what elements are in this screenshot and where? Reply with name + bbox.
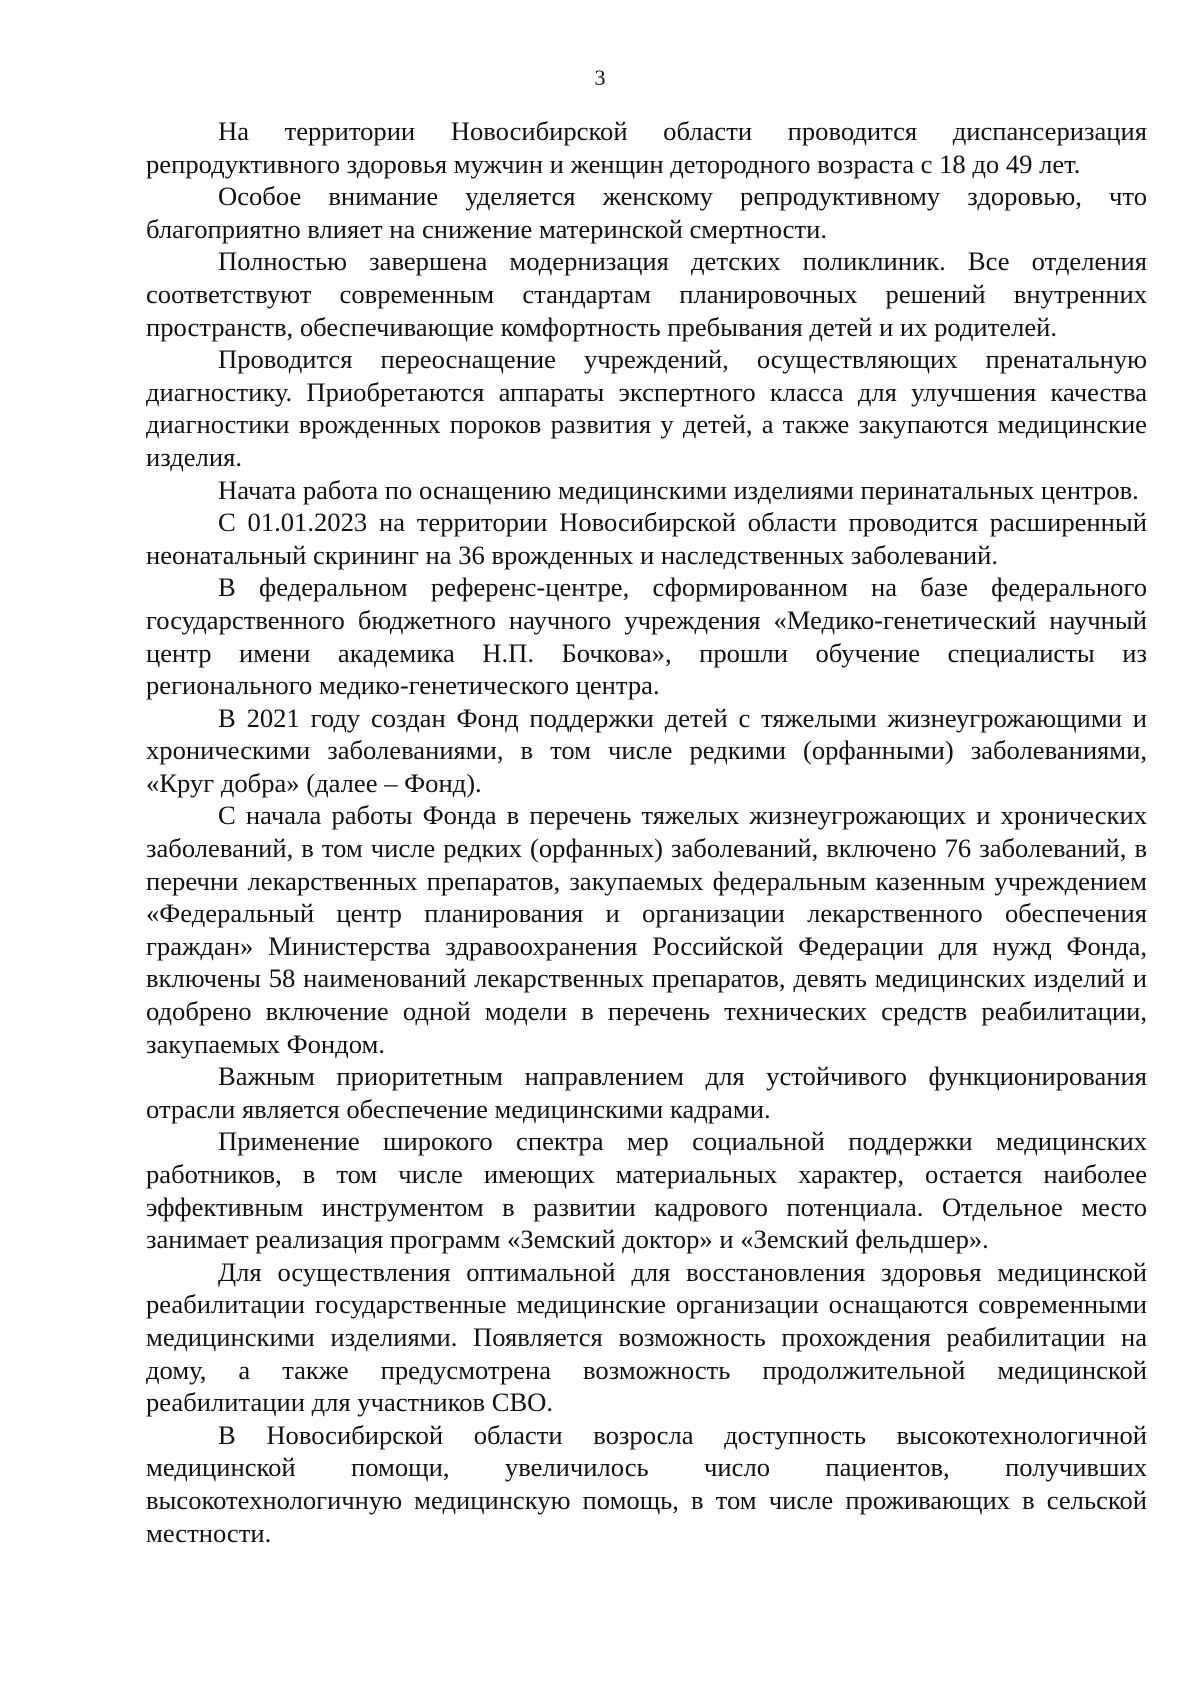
paragraph: В федеральном референс-центре, сформированном на базе федерального государственного бюджетного научного учреждения «Медико-генетический научный центр имени академика Н.П. Бочкова», прошли обучение специалисты из регионального медико-генетического центра. [146, 572, 1147, 701]
paragraph: С 01.01.2023 на территории Новосибирской области проводится расширенный неонатальный скрининг на 36 врожденных и наследственных заболеваний. [146, 507, 1147, 570]
page-number: 3 [594, 65, 606, 90]
paragraph: Важным приоритетным направлением для устойчивого функционирования отрасли является обеспечение медицинскими кадрами. [146, 1061, 1147, 1124]
paragraph: Для осуществления оптимальной для восстановления здоровья медицинской реабилитации государственные медицинские организации оснащаются современными медицинскими изделиями. Появляется возможность прохождения реабилитации на дому, а также предусмотрена возможность продолжительной медицинской реабилитации для участников СВО. [146, 1256, 1147, 1418]
paragraph: Применение широкого спектра мер социальной поддержки медицинских работников, в том числе имеющих материальных характер, остается наиболее эффективным инструментом в развитии кадрового потенциала. Отдельное место занимает реализация программ «Земский доктор» и «Земский фельдшер». [146, 1126, 1147, 1255]
document-body [146, 115, 1147, 1549]
paragraph: Особое внимание уделяется женскому репродуктивному здоровью, что благоприятно влияет на снижение материнской смертности. [146, 181, 1147, 244]
paragraph: Проводится переоснащение учреждений, осуществляющих пренатальную диагностику. Приобретаются аппараты экспертного класса для улучшения качества диагностики врожденных пороков развития у детей, а также закупаются медицинские изделия. [146, 344, 1147, 472]
paragraph: Начата работа по оснащению медицинскими изделиями перинатальных центров. [218, 474, 1139, 505]
paragraph: В 2021 году создан Фонд поддержки детей с тяжелыми жизнеугрожающими и хроническими заболеваниями, в том числе редкими (орфанными) заболеваниями, «Круг добра» (далее – Фонд). [146, 702, 1147, 798]
paragraph: В Новосибирской области возросла доступность высокотехнологичной медицинской помощи, увеличилось число пациентов, получивших высокотехнологичную медицинскую помощь, в том числе проживающих в сельской местности. [146, 1419, 1147, 1548]
paragraph: С начала работы Фонда в перечень тяжелых жизнеугрожающих и хронических заболеваний, в том числе редких (орфанных) заболеваний, включено 76 заболеваний, в перечни лекарственных препаратов, закупаемых федеральным казенным учреждением «Федеральный центр планирования и организации лекарственного обеспечения граждан» Министерства здравоохранения Российской Федерации для нужд Фонда, включены 58 наименований лекарственных препаратов, девять медицинских изделий и одобрено включение одной модели в перечень технических средств реабилитации, закупаемых Фондом. [146, 800, 1147, 1059]
paragraph: На территории Новосибирской области проводится диспансеризация репродуктивного здоровья мужчин и женщин детородного возраста с 18 до 49 лет. [146, 116, 1147, 179]
paragraph: Полностью завершена модернизация детских поликлиник. Все отделения соответствуют современным стандартам планировочных решений внутренних пространств, обеспечивающие комфортность пребывания детей и их родителей. [146, 246, 1147, 342]
